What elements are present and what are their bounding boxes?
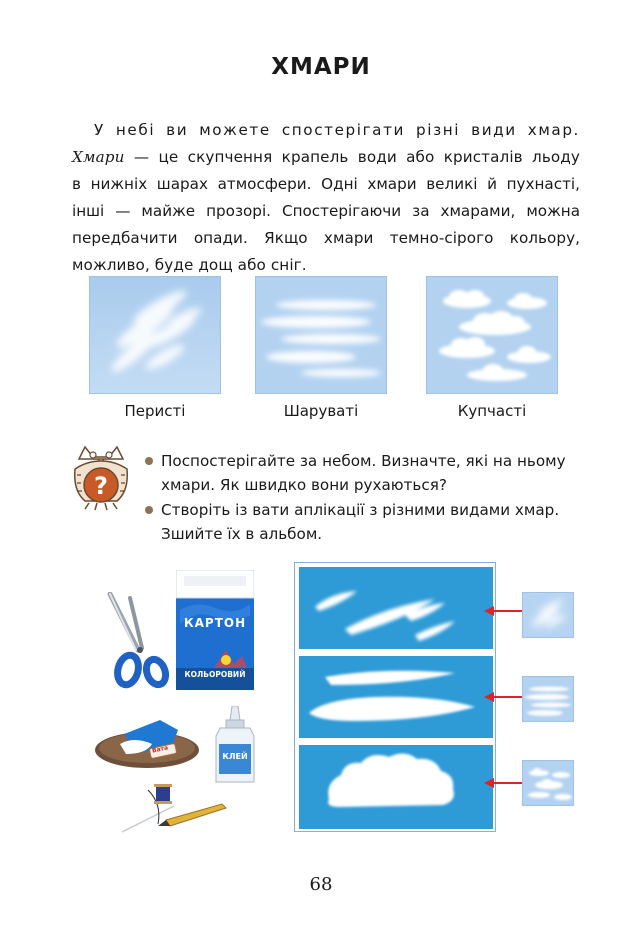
paragraph-line: інші — майже прозорі. Спостерігаючи за хмарами, можна	[72, 202, 580, 220]
cardboard-subtitle: КОЛЬОРОВИЙ	[184, 670, 246, 679]
arrow-left-icon	[484, 688, 522, 700]
paragraph-line: в нижніх шарах атмосфери. Одні хмари великі й пухнасті,	[72, 175, 580, 193]
stratus-clouds-image	[255, 276, 387, 394]
svg-text:?: ?	[94, 472, 108, 500]
needle-thread-pencil	[118, 784, 228, 834]
paragraph-line: Хмари — це скупчення крапель води або кристалів льоду	[72, 148, 580, 166]
cloud-applique-panel	[294, 562, 496, 832]
scissors-icon	[100, 592, 170, 692]
arrow-left-icon	[484, 602, 522, 614]
task-item: Поспостерігайте за небом. Визначте, які на ньому хмари. Як швидко вони рухаються?	[143, 449, 583, 497]
caption-cumulus: Купчасті	[457, 402, 527, 420]
cotton-on-plate	[94, 710, 200, 776]
cardboard-package	[176, 570, 254, 690]
caption-stratus: Шаруваті	[283, 402, 359, 420]
arrow-left-icon	[484, 774, 522, 786]
cumulus-thumbnail	[522, 760, 574, 806]
paragraph-line: можливо, буде дощ або сніг.	[72, 256, 307, 274]
caption-cirrus: Перисті	[124, 402, 186, 420]
stratus-thumbnail	[522, 676, 574, 722]
glue-bottle	[214, 706, 256, 784]
paragraph-line: У небі ви можете спостерігати різні види хмар.	[94, 121, 580, 139]
cirrus-clouds-image	[89, 276, 221, 394]
glue-label: КЛЕЙ	[222, 752, 248, 761]
task-list	[143, 449, 583, 547]
intro-paragraph	[72, 117, 580, 279]
question-owl-icon	[71, 445, 131, 511]
paragraph-line: передбачити опади. Якщо хмари темно-сірого кольору,	[72, 229, 580, 247]
term-clouds: Хмари	[72, 148, 125, 166]
page-title: ХМАРИ	[271, 54, 371, 80]
task-item: Створіть із вати аплікації з різними видами хмар. Зшийте їх в альбом.	[143, 498, 583, 546]
cotton-label: Вата	[151, 744, 169, 755]
cirrus-thumbnail	[522, 592, 574, 638]
page-number: 68	[309, 874, 333, 895]
cumulus-clouds-image	[426, 276, 558, 394]
cardboard-title: КАРТОН	[183, 616, 247, 630]
